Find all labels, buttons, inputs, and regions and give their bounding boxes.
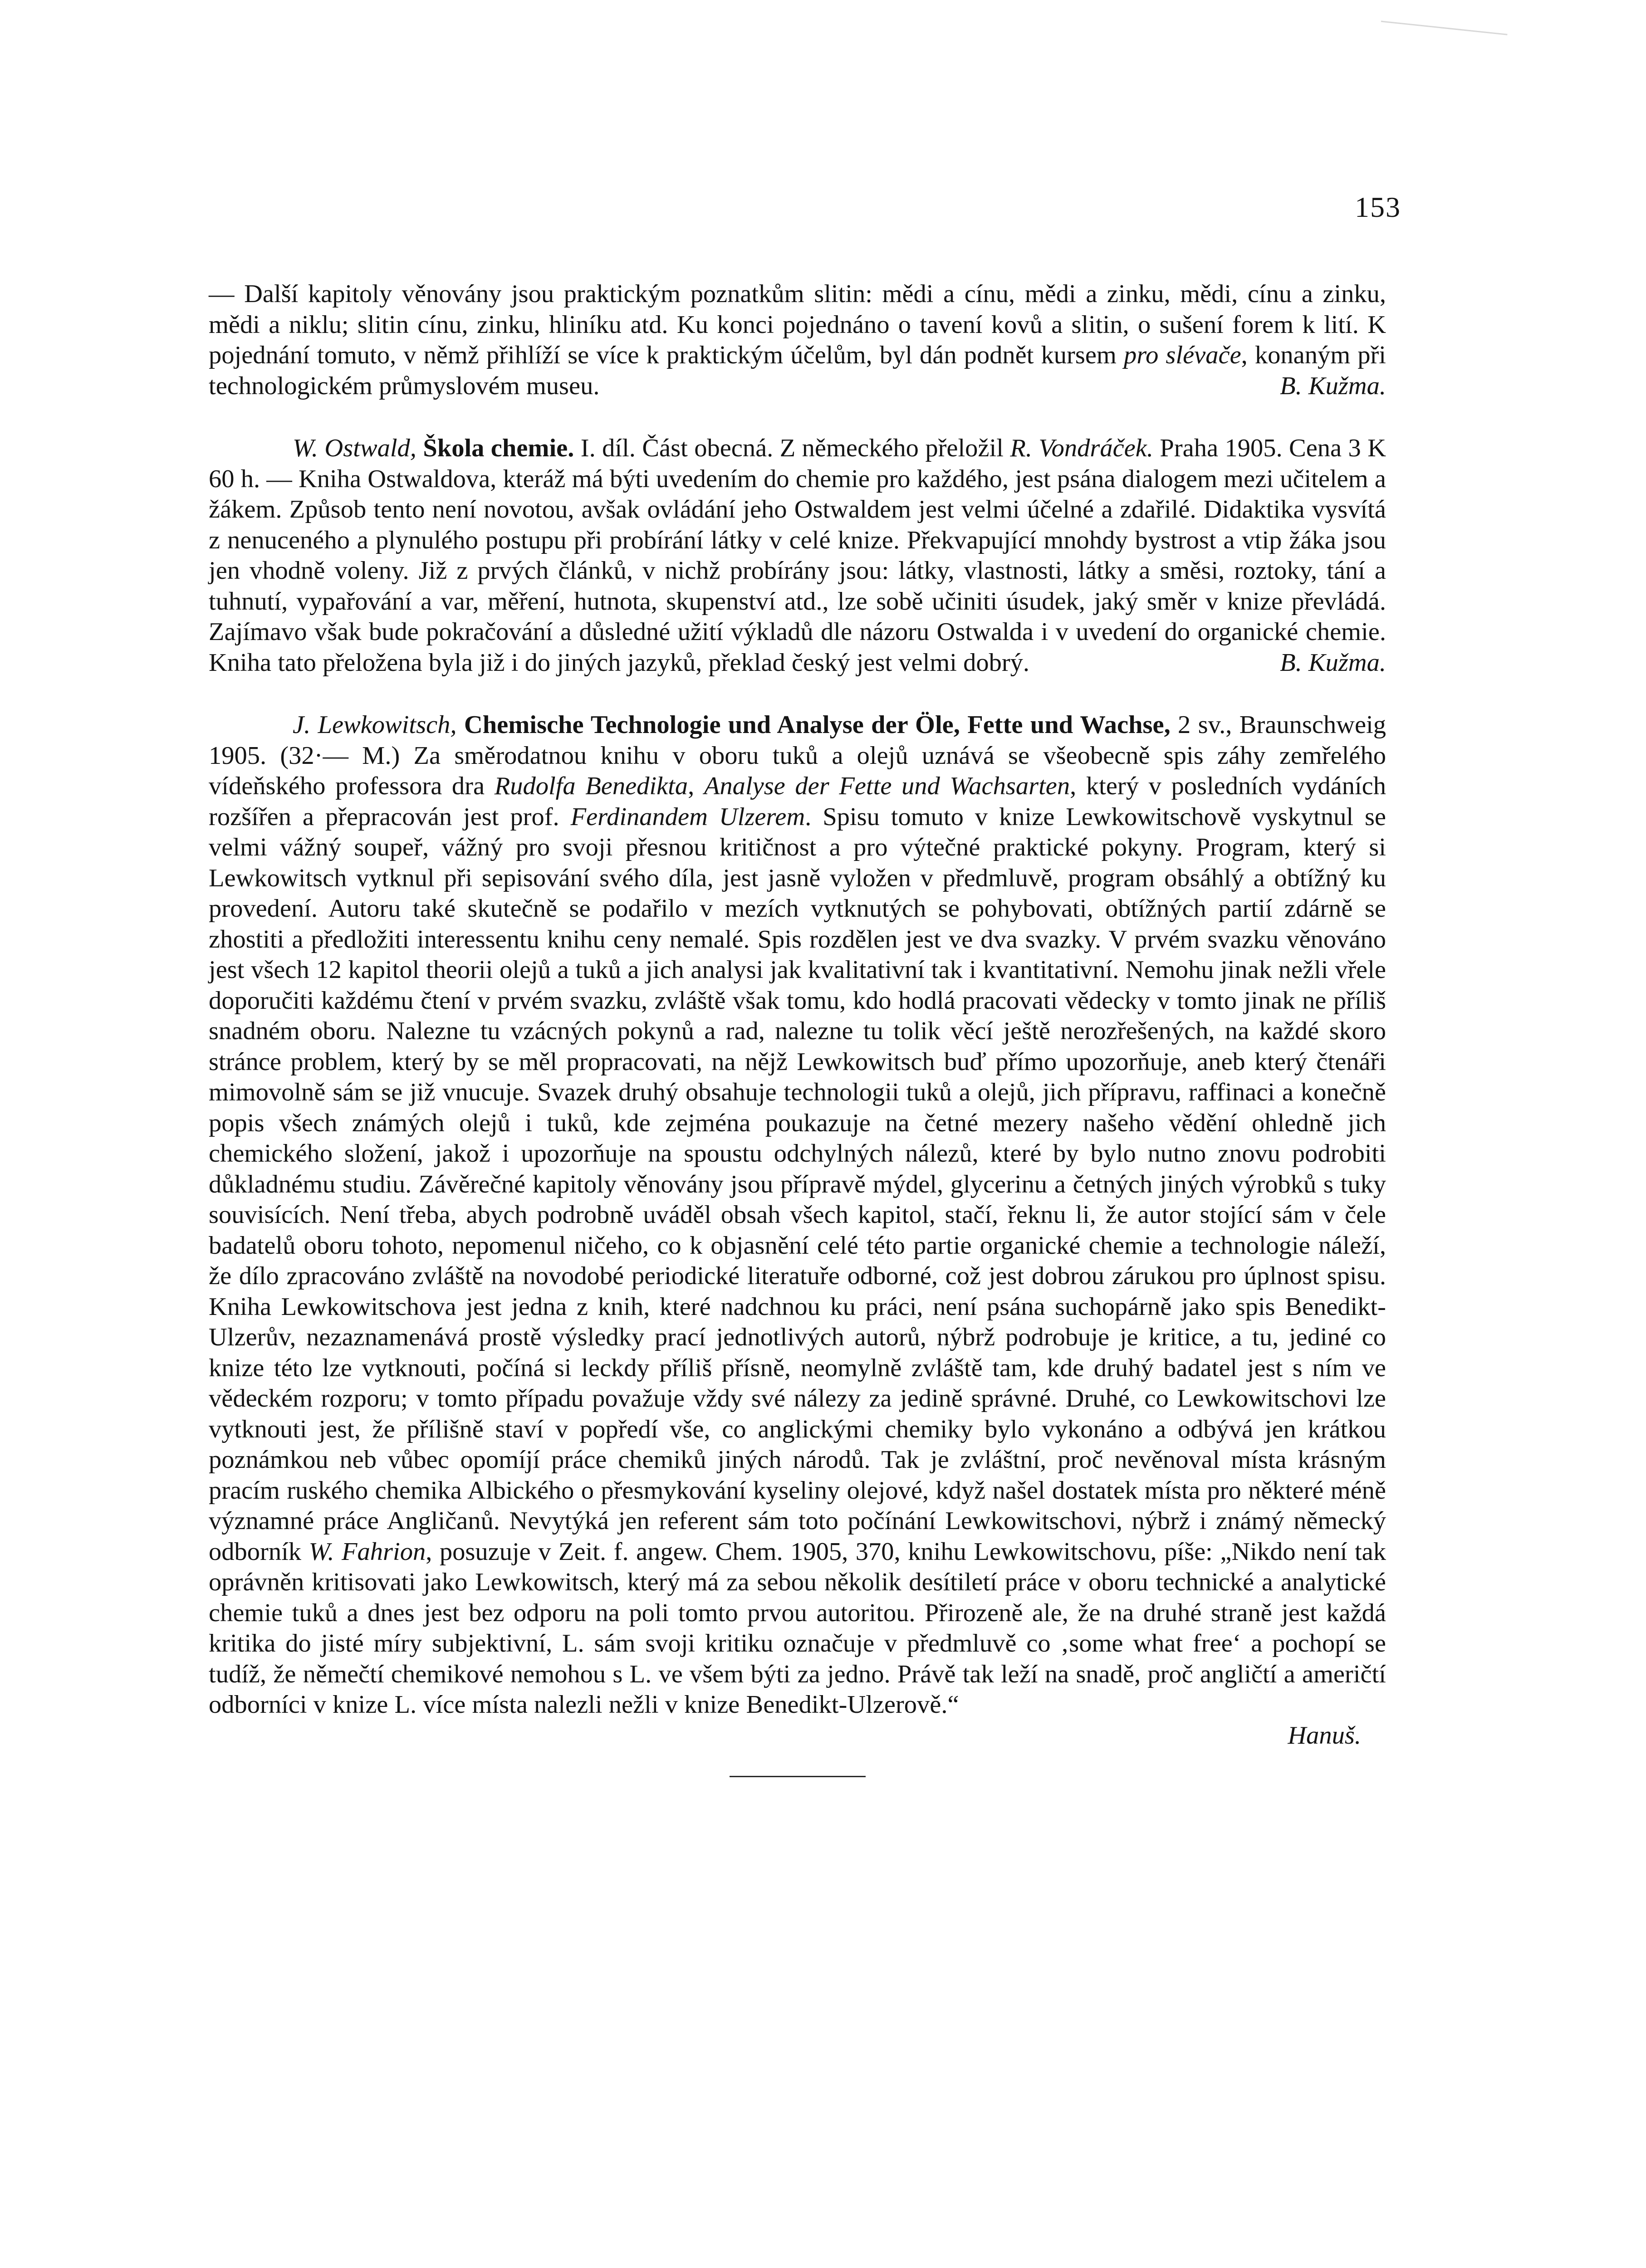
- book-title: Chemische Technologie und Analyse der Öle, Fette und Wachse,: [464, 711, 1171, 739]
- book-translator: R. Vondráček.: [1010, 434, 1153, 462]
- course-name: pro slévače: [1123, 341, 1241, 369]
- book-author: J. Lewkowitsch,: [293, 711, 457, 739]
- page-number: 153: [1355, 191, 1401, 223]
- closing-rule: [730, 1776, 866, 1777]
- book-title: Škola chemie.: [423, 434, 574, 462]
- critic-name: W. Fahrion: [309, 1537, 426, 1566]
- review-text-end: , posuzuje v Zeit. f. angew. Chem. 1905, 370, knihu Lewkowitschovu, píše: „Nikdo není tak oprávněn kritisovati jako Lewkowitsch, který má za sebou několik desítiletí práce v oboru technické a analytické chemie tuků a dnes jest bez odporu na poli tomto prvou autoritou. Přirozeně ale, že na druhé straně jest každá kritika do jisté míry subjektivní, L. sám svoji kritiku označuje v předmluvě co ‚some what free‘ a pochopí se tudíž, že němečtí chemikové nemohou s L. ve všem býti za jedno. Právě tak leží na snadě, proč angličtí a američtí odborníci v knize L. více místa nalezli nežli v knize Benedikt-Ulzerově.“: [209, 1537, 1386, 1719]
- page-body: [209, 279, 1386, 1777]
- review-text: I. díl. Část obecná. Z německého přeložil: [574, 434, 1010, 462]
- reviewer-signature: Hanuš.: [1288, 1721, 1361, 1750]
- review-text: — Další kapitoly věnovány jsou praktickým poznatkům slitin: mědi a cínu, mědi a zinku, mědi, cínu a zinku, mědi a niklu; slitin cínu, zinku, hliníku atd. Ku konci pojednáno o tavení kovů a slitin, o sušení forem k lití. K pojednání tomuto, v němž přihlíží se více k praktickým účelům, byl dán podnět kursem: [209, 280, 1386, 369]
- review-lewkowitsch: [209, 710, 1386, 1751]
- review-text-separator: ,: [688, 772, 704, 800]
- review-text-end: Praha 1905. Cena 3 K 60 h. — Kniha Ostwaldova, kteráž má býti uvedením do chemie pro každého, jest psána dialogem mezi učitelem a žákem. Způsob tento není novotou, avšak ovládání jeho Ostwaldem jest velmi účelné a zdařilé. Didaktika vysvítá z nenuceného a plynulého postupu při probírání látky v celé knize. Překvapující mnohdy bystrost a vtip žáka jsou jen vhodně voleny. Již z prvých článků, v nichž probírány jsou: látky, vlastnosti, látky a směsi, roztoky, tání a tuhnutí, vypařování a var, měření, hutnota, skupenství atd., lze sobě učiniti úsudek, jaký směr v knize převládá. Zajímavo však bude pokračování a důsledné užití výkladů dle názoru Ostwalda i v uvedení do organické chemie. Kniha tato přeložena byla již i do jiných jazyků, překlad český jest velmi dobrý.: [209, 434, 1386, 677]
- book-author: W. Ostwald,: [293, 434, 416, 462]
- referenced-author: Rudolfa Benedikta: [494, 772, 688, 800]
- reviewer-signature: B. Kužma.: [1280, 648, 1386, 677]
- reviewer-signature: B. Kužma.: [1280, 371, 1386, 400]
- review-text-middle: , který v posledních vydáních rozšířen a přepracován jest prof.: [209, 772, 1386, 831]
- review-ostwald: [209, 433, 1386, 678]
- paper-edge-mark: [1378, 21, 1507, 63]
- referenced-title: Analyse der Fette und Wachsarten: [704, 772, 1070, 800]
- referenced-reviser: Ferdinandem Ulzerem: [570, 802, 805, 831]
- review-text-end: , konaným při technologickém průmyslovém museu.: [209, 341, 1386, 400]
- review-text: 2 sv., Braunschweig 1905. (32·— M.) Za směrodatnou knihu v oboru tuků a olejů uznává se všeobecně spis záhy zemřelého vídeňského professora dra: [209, 711, 1386, 800]
- review-text-main: . Spisu tomuto v knize Lewkowitschově vyskytnul se velmi vážný soupeř, vážný pro svoji přesnou kritičnost a pro výtečné praktické pokyny. Program, který si Lewkowitsch vytknul při sepisování svého díla, jest jasně vyložen v předmluvě, program obsáhlý a obtížný ku provedení. Autoru také skutečně se podařilo v mezích vytknutých se pohybovati, obtížných partií zdárně se zhostiti a předložiti interessentu knihu ceny nemalé. Spis rozdělen jest ve dva svazky. V prvém svazku věnováno jest všech 12 kapitol theorii olejů a tuků a jich analysi jak kvalitativní tak i kvantitativní. Nemohu jinak nežli vřele doporučiti každému čtení v prvém svazku, zvláště však tomu, kdo hodlá pracovati vědecky v tomto jinak ne příliš snadném oboru. Nalezne tu vzácných pokynů a rad, nalezne tu tolik věcí ještě nerozřešených, na každé skoro stránce problem, který by se měl propracovati, na nějž Lewkowitsch buď přímo upozorňuje, aneb který čtenáři mimovolně sám se již vnucuje. Svazek druhý obsahuje technologii tuků a olejů, jich přípravu, raffinaci a konečně popis všech známých olejů i tuků, kde zejména poukazuje na četné mezery našeho vědění ohledně jich chemického složení, jakož i upozorňuje na spoustu odchylných nálezů, které by bylo nutno znovu podrobiti důkladnému studiu. Závěrečné kapitoly věnovány jsou přípravě mýdel, glycerinu a četných jiných výrobků s tuky souvisících. Není třeba, abych podrobně uváděl obsah všech kapitol, stačí, řeknu li, že autor stojící sám v čele badatelů oboru tohoto, nepomenul ničeho, co k objasnění celé této partie organické chemie a technologie náleží, že dílo zpracováno zvláště na novodobé periodické literatuře odborné, což jest dobrou zárukou pro úplnost spisu. Kniha Lewkowitschova jest jedna z knih, které nadchnou ku práci, není psána suchopárně jako spis Benedikt-Ulzerův, nezaznamenává prostě výsledky prací jednotlivých autorů, nýbrž podrobuje je kritice, a tu, jediné co knize této lze vytknouti, počíná si leckdy příliš přísně, neomylně zvláště tam, kde druhý badatel jest s ním ve vědeckém rozporu; v tomto případu považuje vždy své nálezy za jedině správné. Druhé, co Lewkowitschovi lze vytknouti jest, že přílišně staví v popředí vše, co anglickými chemiky bylo vykonáno a odbývá jen krátkou poznámkou neb vůbec opomíjí práce chemiků jiných národů. Tak je zvláštní, proč nevěnoval místa krásným pracím ruského chemika Albického o přesmykování kyseliny olejové, když našel dostatek místa pro některé méně významné práce Angličanů. Nevytýká jen referent sám toto počínání Lewkowitschovi, nýbrž i známý německý odborník: [209, 802, 1386, 1566]
- review-foundry-course: [209, 279, 1386, 401]
